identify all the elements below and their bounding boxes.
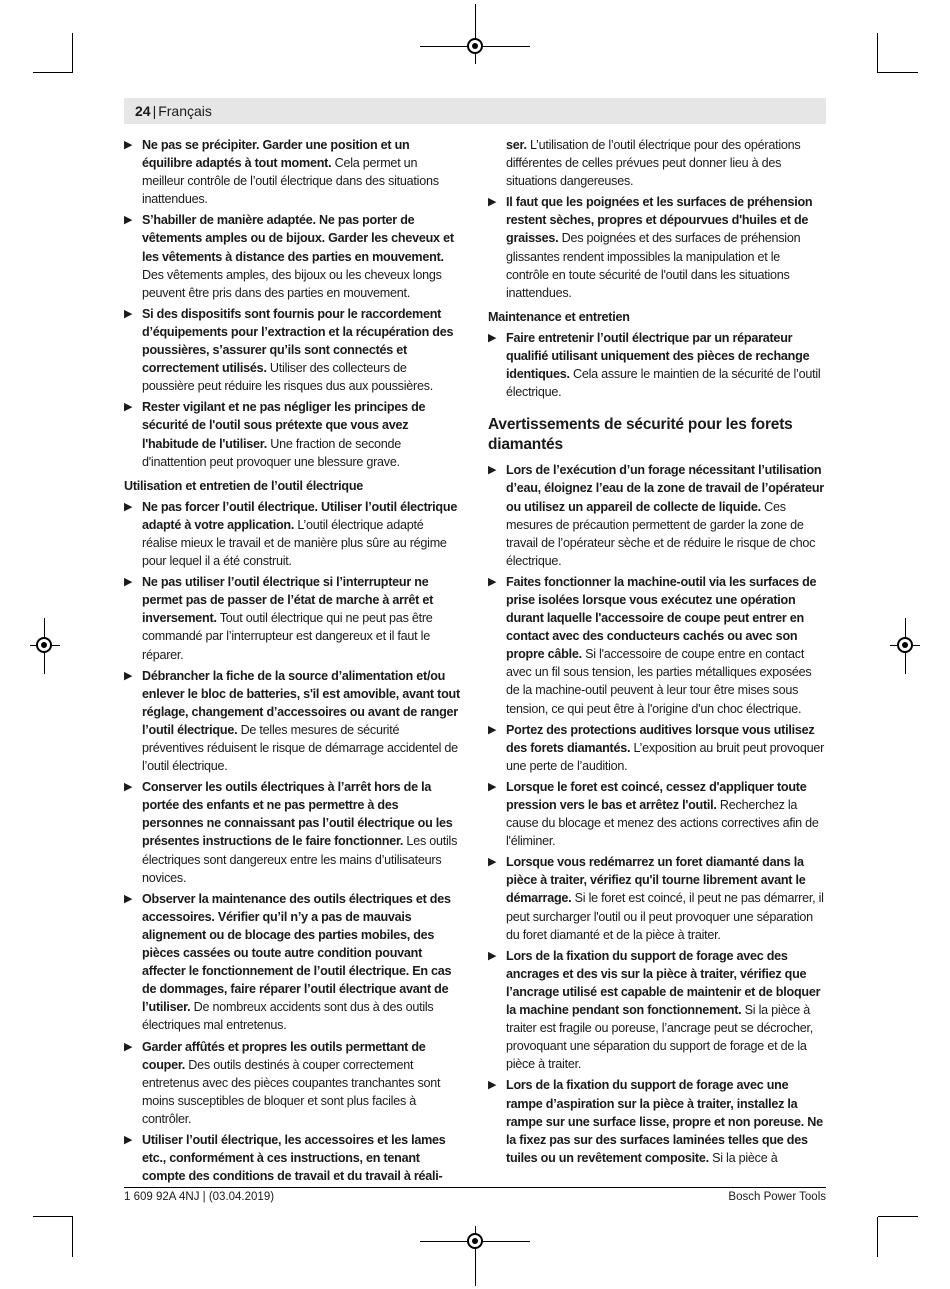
bullet-bold-text: Ne pas se précipiter. Garder une position et un équilibre adaptés à tout moment. <box>142 138 410 171</box>
bullet-bold-text: Ne pas utiliser l’outil électrique si l’interrupteur ne permet pas de passer de l’état de marche à arrêt et inversement. <box>142 575 434 626</box>
bullet-arrow-icon: ▶ <box>124 669 133 682</box>
bullet-arrow-icon: ▶ <box>124 576 133 589</box>
bullet-item <box>124 573 462 663</box>
crop-mark-top-left-v <box>72 33 73 73</box>
bullet-item <box>488 193 826 302</box>
bullet-arrow-icon: ▶ <box>488 949 497 962</box>
bullet-item <box>488 1076 826 1166</box>
left-column <box>124 136 462 1188</box>
bullet-arrow-icon: ▶ <box>488 575 497 588</box>
section-title-diamond-drills: Avertissements de sécurité pour les forets diamantés <box>488 416 793 454</box>
bullet-body-text: Ces mesures de précaution permettent de garder la zone de travail de l’opérateur sèche et de réduire le risque de choc électrique. <box>506 499 816 568</box>
bullet-item <box>488 461 826 570</box>
registration-line-top-v <box>475 4 476 64</box>
bullet-item <box>124 398 462 470</box>
bullet-body-text: Si l'accessoire de coupe entre en contact avec un fil sous tension, les parties métalliques exposées de la machine-outil peuvent à leur tour être mises sous tension, ce qui peut être à l'origine d'un choc électrique. <box>506 647 812 716</box>
bullet-body-text: Des poignées et des surfaces de préhension glissantes rendent impossibles la manipulation et le contrôle en toute sécurité de l'outil dans les situations inattendues. <box>506 231 801 300</box>
footer-doc-number: 1 609 92A 4NJ | (03.04.2019) <box>124 1191 275 1203</box>
crop-mark-bottom-right-v <box>877 1217 878 1257</box>
bullet-body-text: Une fraction de seconde d'inattention peut provoquer une blessure grave. <box>142 436 402 469</box>
bullet-item <box>124 211 462 301</box>
bullet-item <box>488 947 826 1074</box>
registration-target-bottom-icon <box>467 1233 483 1249</box>
bullet-arrow-icon: ▶ <box>124 1133 133 1146</box>
continuation-bold: ser. <box>506 138 527 152</box>
bullet-body-text: De nombreux accidents sont dus à des outils électriques mal entretenus. <box>142 1000 434 1033</box>
bullet-bold-text: Lors de la fixation du support de forage avec des ancrages et des vis sur la pièce à traiter, vérifiez que l’ancrage utilisé est capable de maintenir et de bloquer la machine pendant son fonctionnement. <box>506 948 821 1018</box>
bullet-bold-text: S’habiller de manière adaptée. Ne pas porter de vêtements amples ou de bijoux. Garder les cheveux et les vêtements à distance des parties en mouvement. <box>142 213 454 264</box>
bullet-arrow-icon: ▶ <box>124 781 133 794</box>
right-items-maintenance <box>488 329 826 401</box>
bullet-item <box>488 721 826 775</box>
left-items-utilisation <box>124 498 462 1185</box>
bullet-arrow-icon: ▶ <box>488 1079 497 1092</box>
header-separator: | <box>152 103 157 119</box>
bullet-bold-text: Observer la maintenance des outils électriques et des accessoires. Vérifier qu’il n’y a pas de mauvais alignement ou de blocage des parties mobiles, des pièces cassées ou toute autre condition pouvant affecter le fonctionnement de l’outil électrique. En cas de dommages, faire réparer l’outil électrique avant de l’utiliser. <box>142 891 452 1015</box>
bullet-bold-text: Conserver les outils électriques à l’arrêt hors de la portée des enfants et ne pas permettre à des personnes ne connaissant pas l’outil électrique ou les présentes instructions de le faire fonctionner. <box>142 780 453 849</box>
bullet-body-text: Si le foret est coincé, il peut ne pas démarrer, il peut surcharger l'outil ou il peut provoquer une séparation du foret diamanté et de la pièce à traiter. <box>506 891 824 942</box>
left-items-general <box>124 136 462 471</box>
bullet-arrow-icon: ▶ <box>124 307 133 320</box>
registration-target-right-icon <box>897 637 913 653</box>
bullet-bold-text: Lors de l’exécution d’un forage nécessitant l’utilisation d’eau, éloignez l’eau de la zone de travail de l’opérateur ou utilisez un appareil de collecte de liquide. <box>506 463 824 514</box>
bullet-item <box>124 890 462 1035</box>
bullet-item <box>488 573 826 718</box>
bullet-item <box>124 1131 462 1185</box>
page-number: 24 <box>135 103 151 119</box>
bullet-bold-text: Lorsque le foret est coincé, cessez d'appliquer toute pression vers le bas et arrêtez l'outil. <box>506 779 807 812</box>
bullet-body-text: De telles mesures de sécurité préventives réduisent le risque de démarrage accidentel de l’outil électrique. <box>142 722 458 774</box>
bullet-bold-text: Si des dispositifs sont fournis pour le raccordement d’équipements pour l’extraction et la récupération des poussières, s’assurer qu’ils sont connectés et correctement utilisés. <box>142 306 454 376</box>
bullet-arrow-icon: ▶ <box>124 139 133 151</box>
crop-mark-bottom-left-h <box>33 1216 73 1217</box>
continuation-text: L’utilisation de l’outil électrique pour des opérations différentes de celles prévues peut donner lieu à des situations dangereuses. <box>506 138 801 189</box>
bullet-body-text: Recherchez la cause du blocage et menez des actions correctives afin de l'éliminer. <box>506 798 819 849</box>
subheading-maintenance: Maintenance et entretien <box>488 309 630 324</box>
bullet-bold-text: Portez des protections auditives lorsque vous utilisez des forets diamantés. <box>506 722 815 755</box>
bullet-item <box>124 667 462 776</box>
bullet-arrow-icon: ▶ <box>124 401 133 414</box>
bullet-body-text: Si la pièce à traiter est fragile ou poreuse, l’ancrage peut se décrocher, provoquant une séparation du support de forage et de la pièce à traiter. <box>506 1003 814 1072</box>
bullet-bold-text: Il faut que les poignées et les surfaces de préhension restent sèches, propres et dépourvues d'huiles et de graisses. <box>506 195 813 246</box>
bullet-bold-text: Débrancher la fiche de la source d’alimentation et/ou enlever le bloc de batteries, s'il est amovible, avant tout réglage, changement d’accessoires ou avant de ranger l’outil électrique. <box>142 668 460 737</box>
bullet-arrow-icon: ▶ <box>124 500 133 513</box>
crop-mark-top-right-v <box>877 33 878 73</box>
bullet-body-text: Si la pièce à <box>708 1150 778 1165</box>
bullet-bold-text: Faites fonctionner la machine-outil via les surfaces de prise isolées lorsque vous exécutez une opération durant laquelle l'accessoire de coupe peut entrer en contact avec des conducteurs cachés ou avec son propre câble. <box>506 574 817 662</box>
bullet-body-text: Des vêtements amples, des bijoux ou les cheveux longs peuvent être pris dans des parties en mouvement. <box>142 267 442 300</box>
bullet-item <box>488 778 826 850</box>
bullet-arrow-icon: ▶ <box>124 1040 133 1053</box>
right-column <box>488 136 826 1170</box>
registration-target-top-icon <box>467 38 483 54</box>
crop-mark-top-left-h <box>33 72 73 73</box>
bullet-body-text: L’outil électrique adapté réalise mieux le travail et de manière plus sûre au régime pour lequel il a été construit. <box>142 517 447 569</box>
bullet-bold-text: Faire entretenir l’outil électrique par un réparateur qualifié utilisant uniquement des pièces de rechange identiques. <box>506 330 810 382</box>
bullet-arrow-icon: ▶ <box>488 196 497 209</box>
bullet-item <box>488 853 826 943</box>
crop-mark-top-right-h <box>878 72 918 73</box>
header-language: Français <box>158 103 212 119</box>
bullet-bold-text: Garder affûtés et propres les outils permettant de couper. <box>142 1039 426 1072</box>
bullet-arrow-icon: ▶ <box>124 214 133 227</box>
crop-mark-bottom-right-h <box>878 1216 918 1217</box>
page-header <box>124 98 826 124</box>
bullet-item <box>488 329 826 401</box>
bullet-arrow-icon: ▶ <box>488 331 497 344</box>
bullet-body-text: Les outils électriques sont dangereux entre les mains d’utilisateurs novices. <box>142 834 458 885</box>
bullet-body-text: Utiliser des collecteurs de poussière peut réduire les risques dus aux poussières. <box>142 361 434 394</box>
bullet-body-text: Tout outil électrique qui ne peut pas être commandé par l’interrupteur est dangereux et il faut le réparer. <box>142 611 433 662</box>
bullet-bold-text: Lorsque vous redémarrez un foret diamanté dans la pièce à traiter, vérifiez qu'il tourne librement avant le démarrage. <box>506 855 806 906</box>
bullet-item <box>124 1038 462 1128</box>
bullet-body-text: Des outils destinés à couper correctement entretenus avec des pièces coupantes tranchantes sont moins susceptibles de bloquer et sont plus faciles à contrôler. <box>142 1057 441 1126</box>
subheading-utilisation: Utilisation et entretien de l’outil électrique <box>124 478 364 493</box>
footer-brand: Bosch Power Tools <box>728 1191 826 1203</box>
bullet-bold-text: Utiliser l’outil électrique, les accessoires et les lames etc., conformément à ces instructions, en tenant compte des conditions de travail et du travail à réali- <box>142 1132 446 1184</box>
continuation-paragraph <box>488 136 826 190</box>
right-items-grips <box>488 193 826 302</box>
bullet-body-text: Cela assure le maintien de la sécurité de l’outil électrique. <box>506 367 821 400</box>
bullet-bold-text: Lors de la fixation du support de forage avec une rampe d’aspiration sur la pièce à traiter, installez la rampe sur une surface lisse, propre et non poreuse. Ne la fixez pas sur des surfaces laminées telles que des tuiles ou un revêtement composite. <box>506 1078 823 1165</box>
bullet-bold-text: Rester vigilant et ne pas négliger les principes de sécurité de l'outil sous prétexte que vous avez l'habitude de l'utiliser. <box>142 400 426 451</box>
right-items-diamond <box>488 461 826 1167</box>
registration-target-left-icon <box>36 637 52 653</box>
bullet-arrow-icon: ▶ <box>124 892 133 905</box>
bullet-bold-text: Ne pas forcer l’outil électrique. Utiliser l’outil électrique adapté à votre application. <box>142 499 458 532</box>
bullet-item <box>124 778 462 887</box>
bullet-item <box>124 305 462 395</box>
bullet-arrow-icon: ▶ <box>488 464 497 477</box>
footer-rule <box>124 1187 826 1188</box>
bullet-arrow-icon: ▶ <box>488 723 497 736</box>
bullet-body-text: Cela permet un meilleur contrôle de l’outil électrique dans des situations inattendues. <box>142 156 439 207</box>
bullet-item <box>124 498 462 570</box>
bullet-item <box>124 136 462 208</box>
bullet-arrow-icon: ▶ <box>488 856 497 869</box>
crop-mark-bottom-left-v <box>72 1217 73 1257</box>
bullet-body-text: L’exposition au bruit peut provoquer une perte de l’audition. <box>506 740 825 773</box>
bullet-arrow-icon: ▶ <box>488 780 497 793</box>
